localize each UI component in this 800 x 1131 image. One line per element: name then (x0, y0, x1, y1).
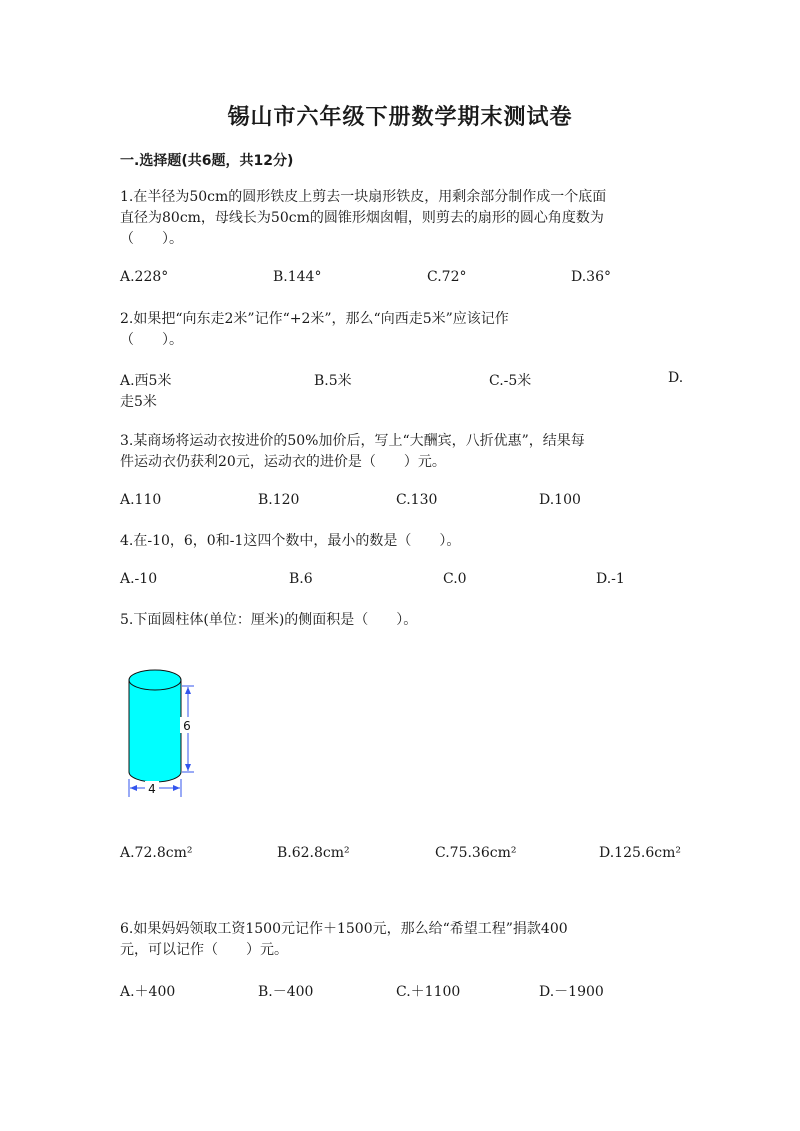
question-2-line-1: 2.如果把“向东走2米”记作“+2米”，那么“向西走5米”应该记作 (120, 311, 509, 327)
question-1-option-a: A.228° (120, 269, 169, 285)
question-6-option-c: C.＋1100 (396, 984, 461, 1000)
question-6-option-b: B.－400 (258, 984, 314, 1000)
question-5-option-a: A.72.8cm² (120, 845, 193, 861)
question-3-option-a: A.110 (120, 492, 162, 508)
question-6-line-2: 元，可以记作（ ）元。 (120, 942, 288, 958)
question-5-option-c: C.75.36cm² (435, 845, 517, 861)
question-6-option-a: A.＋400 (120, 984, 176, 1000)
question-2-option-d-continued: 走5米 (120, 394, 157, 410)
question-2-option-c: C.-5米 (489, 373, 532, 389)
question-1-option-d: D.36° (571, 269, 611, 285)
cylinder-figure (118, 660, 218, 805)
question-6-option-d: D.－1900 (539, 984, 604, 1000)
question-3-option-d: D.100 (539, 492, 581, 508)
section-heading: 一.选择题(共6题，共12分) (120, 153, 294, 169)
question-6-line-1: 6.如果妈妈领取工资1500元记作＋1500元，那么给“希望工程”捐款400 (120, 921, 568, 937)
question-3-line-2: 件运动衣仍获利20元，运动衣的进价是（ ）元。 (120, 454, 446, 470)
diameter-arrow-right (173, 785, 180, 791)
question-1-line-3: （ ）。 (120, 231, 183, 247)
question-4-option-c: C.0 (443, 571, 467, 587)
page-title: 锡山市六年级下册数学期末测试卷 (227, 105, 573, 130)
question-2-option-b: B.5米 (314, 373, 352, 389)
question-1-line-1: 1.在半径为50cm的圆形铁皮上剪去一块扇形铁皮，用剩余部分制作成一个底面 (120, 189, 607, 205)
cylinder-top (129, 670, 181, 690)
cylinder-body (129, 680, 181, 782)
question-3-option-b: B.120 (258, 492, 300, 508)
question-2-option-d: D. (668, 370, 684, 386)
height-arrow-up (185, 687, 191, 694)
height-arrow-down (185, 764, 191, 771)
question-5-option-d: D.125.6cm² (599, 845, 681, 861)
height-label: 6 (183, 719, 191, 733)
diameter-label: 4 (148, 782, 156, 796)
question-2-option-a: A.西5米 (120, 373, 172, 389)
question-5-option-b: B.62.8cm² (277, 845, 350, 861)
question-5-line-1: 5.下面圆柱体(单位：厘米)的侧面积是（ ）。 (120, 612, 418, 628)
question-1-line-2: 直径为80cm，母线长为50cm的圆锥形烟囱帽，则剪去的扇形的圆心角度数为 (120, 210, 604, 226)
question-4-option-a: A.-10 (120, 571, 158, 587)
diameter-arrow-left (130, 785, 137, 791)
question-2-line-2: （ ）。 (120, 332, 183, 348)
question-4-option-b: B.6 (289, 571, 313, 587)
question-4-option-d: D.-1 (596, 571, 625, 587)
question-4-line-1: 4.在-10，6，0和-1这四个数中，最小的数是（ ）。 (120, 533, 461, 549)
question-3-option-c: C.130 (396, 492, 438, 508)
question-1-option-c: C.72° (427, 269, 467, 285)
question-1-option-b: B.144° (273, 269, 322, 285)
question-3-line-1: 3.某商场将运动衣按进价的50%加价后，写上“大酬宾，八折优惠”，结果每 (120, 433, 585, 449)
